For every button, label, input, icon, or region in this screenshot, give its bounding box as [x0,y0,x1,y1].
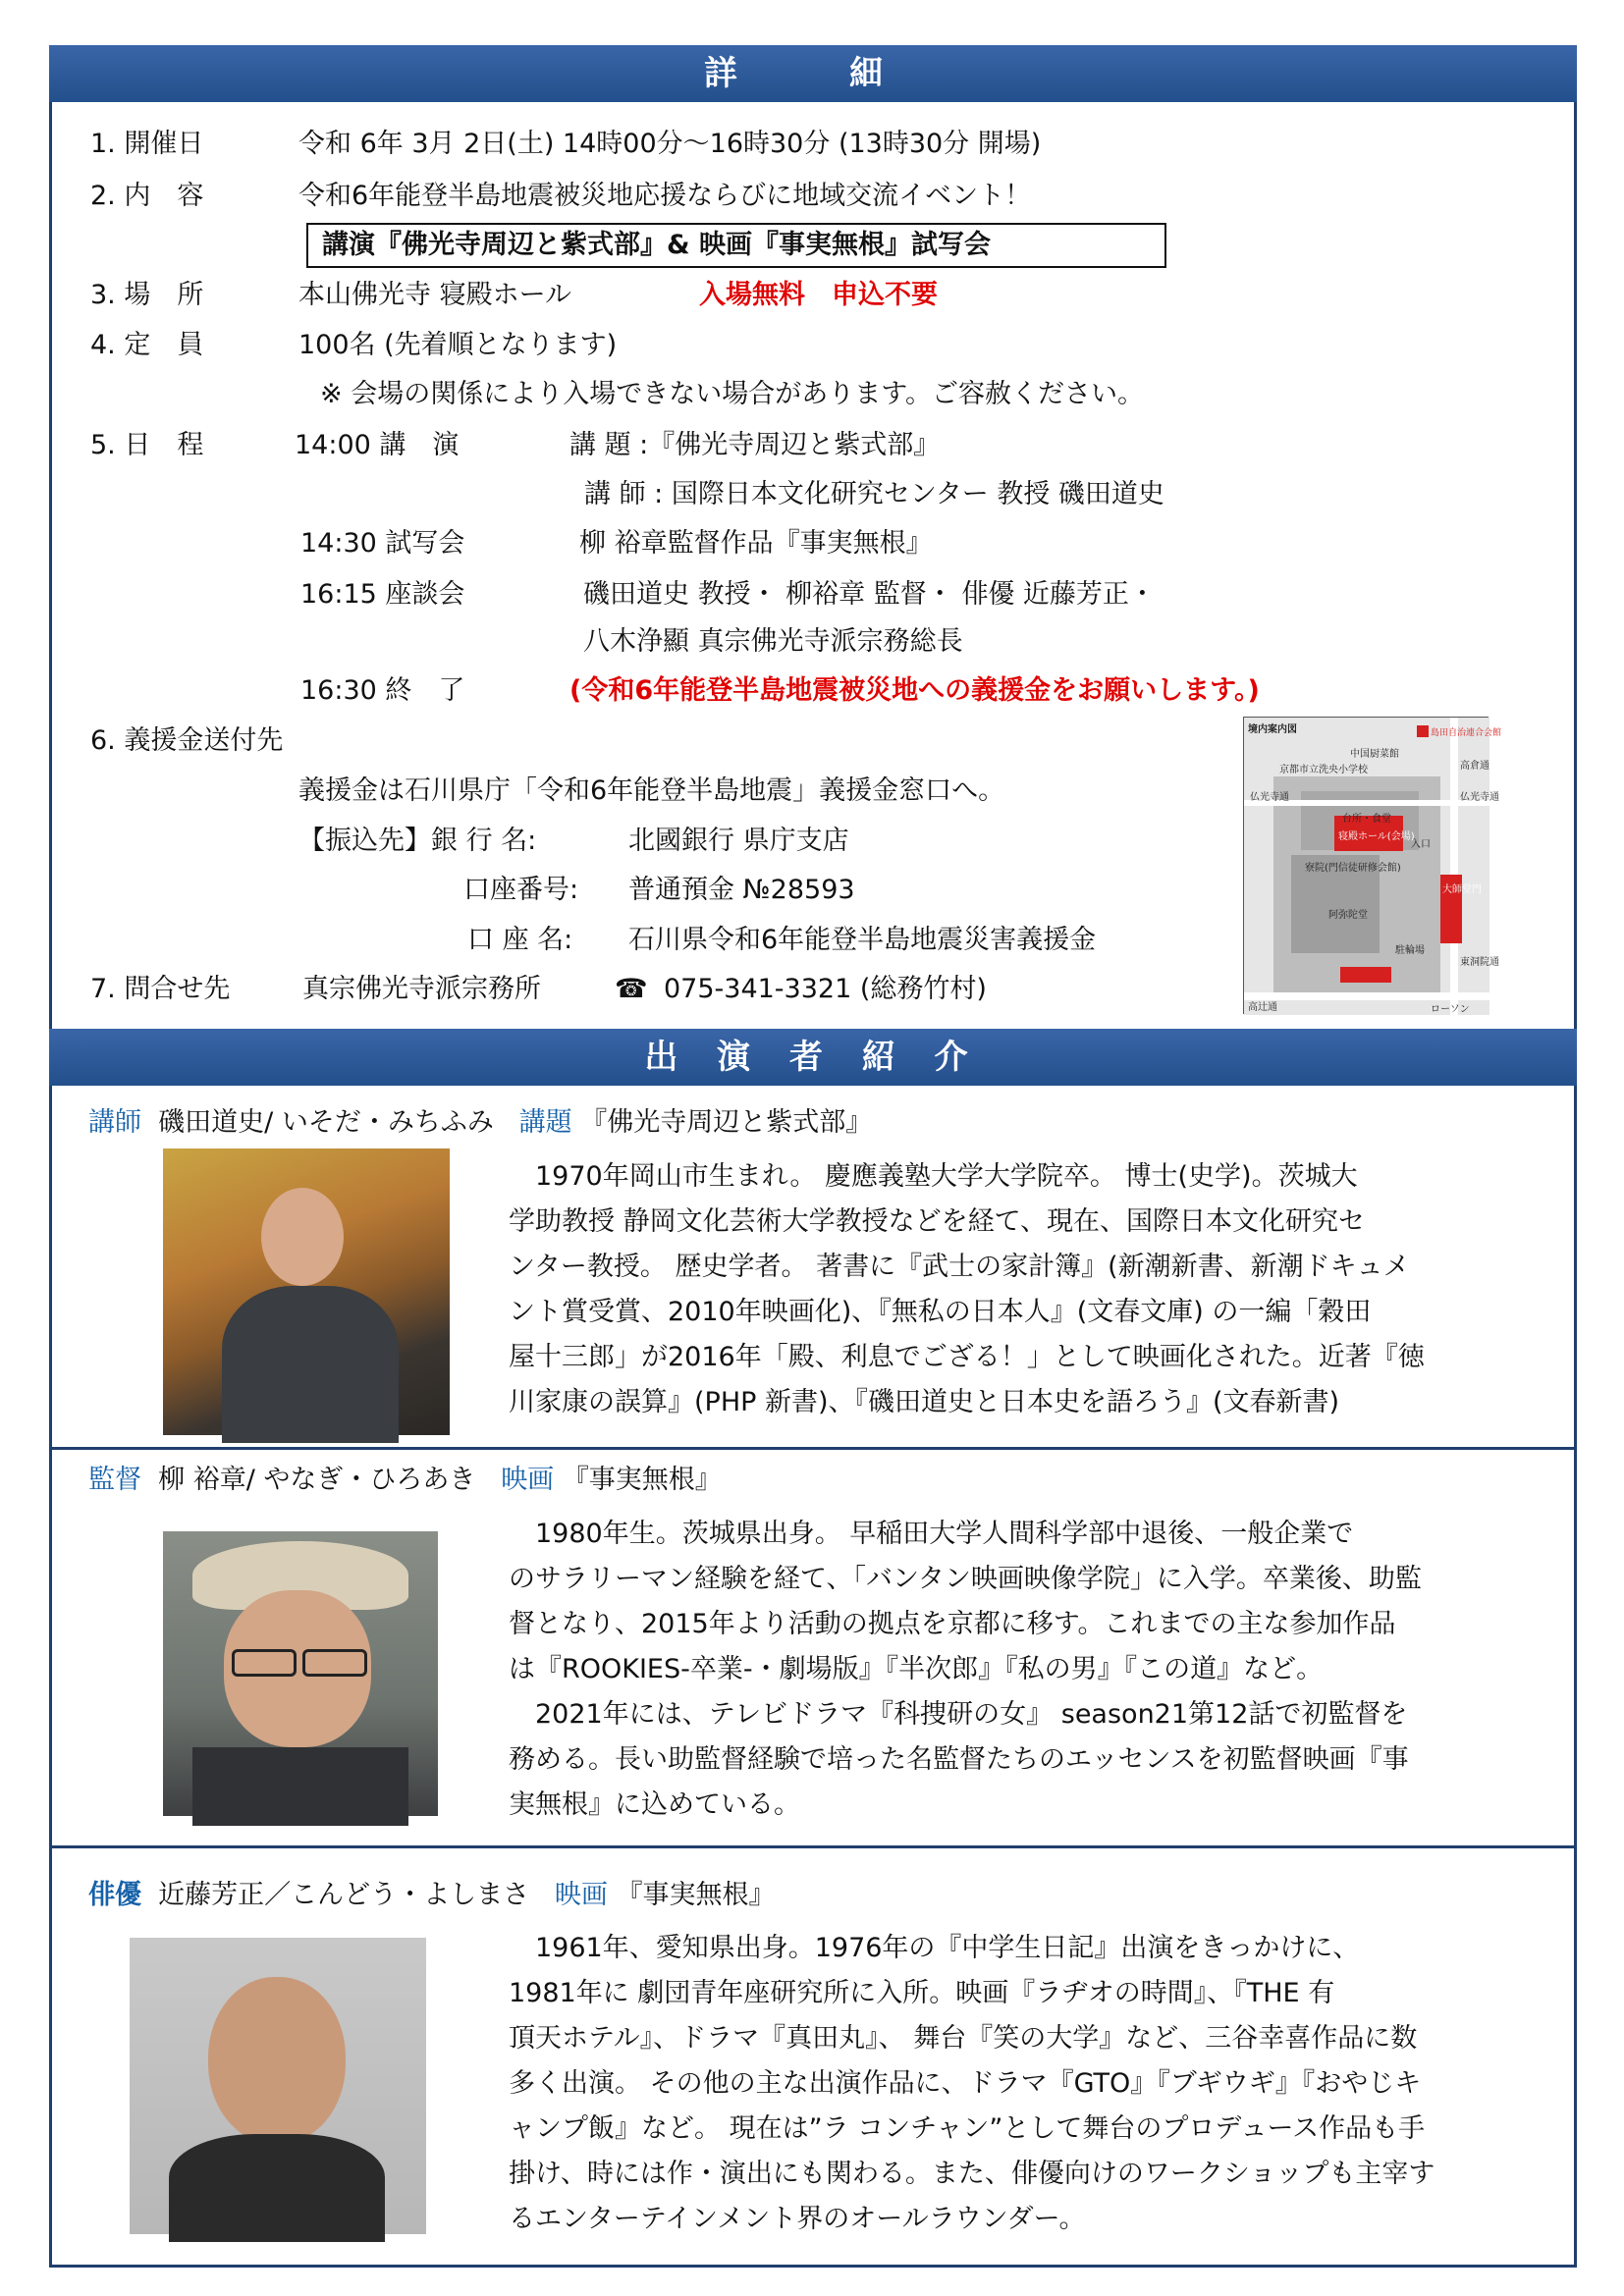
performer-3-topic: 『事実無根』 [616,1880,776,1910]
capacity-note: ※ 会場の関係により入場できない場合があります。ご容赦ください。 [320,379,1145,409]
map-gate: 大師堂門 [1442,884,1482,895]
map-office: 寮院(門信徒研修会館) [1305,863,1401,874]
bank-label: 【振込先】銀 行 名: [298,826,537,856]
row-contact-label: 7. 問合せ先 [90,974,231,1004]
row-donation-label: 6. 義援金送付先 [90,725,284,756]
map-entrance: 入口 [1411,839,1431,850]
row-content-label: 2. 内 容 [90,181,204,211]
bank-name: 北國銀行 県庁支店 [628,826,849,856]
map-bike: 駐輪場 [1395,945,1425,956]
performer-2-name: 柳 裕章/ やなぎ・ひろあき [158,1465,476,1495]
row-place-text: 本山佛光寺 寝殿ホール [298,280,572,310]
account-name-label: 口 座 名: [467,925,573,955]
row-schedule-label: 5. 日 程 [90,430,204,460]
performer-2-topic-label: 映画 [501,1465,555,1495]
map-hall: 寝殿ホール(会場) [1338,831,1415,842]
schedule-time-screening: 14:30 試写会 [300,528,465,559]
map-gate2: 阿弥陀堂 [1328,910,1368,921]
map-east-street: 東洞院通 [1460,957,1499,968]
performer-separator-2 [51,1845,1575,1848]
performer-2-role: 監督 [88,1465,141,1495]
performer-1-topic: 『佛光寺周辺と紫式部』 [580,1107,873,1138]
performer-2-photo [163,1531,438,1816]
contact-office: 真宗佛光寺派宗務所 [302,974,541,1004]
map-street-left: 仏光寺通 [1250,792,1289,803]
performer-2-header [88,1464,722,1497]
donation-intro: 義援金は石川県庁「令和6年能登半島地震」義援金窓口へ。 [298,775,1005,806]
performer-3-topic-label: 映画 [554,1880,608,1910]
performer-1-name: 磯田道史/ いそだ・みちふみ [158,1107,494,1138]
performer-1-photo [163,1148,450,1435]
map-west-street: 高倉通 [1460,761,1489,772]
row-place-label: 3. 場 所 [90,280,204,310]
map-cafe: 中国厨菜館 [1350,749,1399,760]
performer-3-bio: 1961年、愛知県出身。1976年の『中学生日記』出演をきっかけに、 1981年に 劇団青年座研究所に入所。映画『ラヂオの時間』、『THE 有 頂天ホテル』、ドラマ『真田丸』、 舞台『笑の大学』など、三谷幸喜作品に数 多く出演。 その他の主な出演作品に、ドラマ『GTO』『ブギウギ』『おやじキ ャンプ飯』など。 現在は”ラ コンチャン”として舞台のプロデュース作品も手 掛け、時には作・演出にも関わる。また、俳優向けのワークショップも主宰す るエンターテインメント界のオールラウンダー。 [509,1933,1435,2234]
contact-phone: 075-341-3321 (総務竹村) [664,974,987,1004]
performer-2-topic: 『事実無根』 [562,1465,722,1495]
donation-request: (令和6年能登半島地震被災地への義援金をお願いします。) [569,675,1260,706]
performer-1-role: 講師 [88,1107,141,1138]
map-legend: 島田自治連合会館 [1431,728,1502,738]
event-title-box: 講演『佛光寺周辺と紫式部』& 映画『事実無根』試写会 [306,223,1166,268]
map-lawson: ローソン [1431,1004,1470,1015]
map-school: 京都市立洗央小学校 [1279,765,1368,775]
performer-2-bio: 1980年生。茨城県出身。 早稲田大学人間科学部中退後、一般企業で のサラリーマン経験を経て、「バンタン映画映像学院」に入学。卒業後、助監 督となり、2015年より活動の拠点を京都に移す。これまでの主な参加作品 は『ROOKIES-卒業-・劇場版』『半次郎』『私の男』『この道』など。 2021年には、テレビドラマ『科捜研の女』 season21第12話で初監督を 務める。長い助監督経験で培った名監督たちのエッセンスを初監督映画『事 実無根』に込めている。 [509,1519,1422,1820]
map-bottom-street: 高辻通 [1248,1002,1277,1013]
performers-heading: 出 演 者 紹 介 [49,1029,1577,1086]
performer-1-bio: 1970年岡山市生まれ。 慶應義塾大学大学院卒。 博士(史学)。茨城大 学助教授 静岡文化芸術大学教授などを経て、現在、国際日本文化研究セ ンター教授。 歴史学者。 著書に『武士の家計簿』(新潮新書、新潮ドキュメ ント賞受賞、2010年映画化)、『無私の日本人』(文春文庫) の一編「穀田 屋十三郎」が2016年「殿、利息でござる！」として映画化された。近著『徳 川家康の誤算』(PHP 新書)、『磯田道史と日本史を語ろう』(文春新書) [509,1161,1425,1417]
performer-1-topic-label: 講題 [518,1107,572,1138]
performer-3-header [88,1879,776,1912]
performer-3-photo [130,1938,426,2234]
schedule-screening-text: 柳 裕章監督作品『事実無根』 [579,528,933,559]
row-capacity-label: 4. 定 員 [90,330,204,360]
row-capacity-text: 100名 (先着順となります) [298,330,618,360]
map-title: 境内案内図 [1248,724,1297,735]
map-street-right: 仏光寺通 [1460,792,1499,803]
performer-3-name: 近藤芳正／こんどう・よしまさ [158,1880,530,1910]
details-heading: 詳 細 [49,45,1577,102]
map-dining: 台所・食堂 [1342,814,1391,825]
account-number: 普通預金 №28593 [628,875,855,905]
account-name: 石川県令和6年能登半島地震災害義援金 [628,925,1097,955]
account-number-label: 口座番号: [463,875,579,905]
free-entry-note: 入場無料 申込不要 [699,280,938,310]
schedule-time-lecture: 14:00 講 演 [295,430,460,460]
schedule-talk-text: 磯田道史 教授・ 柳裕章 監督・ 俳優 近藤芳正・ [583,579,1156,610]
schedule-lecture-topic: 講 題 :『佛光寺周辺と紫式部』 [569,430,941,460]
schedule-time-talk: 16:15 座談会 [300,579,465,610]
schedule-lecturer: 講 師 : 国際日本文化研究センター 教授 磯田道史 [584,479,1164,509]
schedule-time-end: 16:30 終 了 [300,675,465,706]
row-date-label: 1. 開催日 [90,129,204,159]
site-map [1243,717,1502,1015]
performer-3-role: 俳優 [88,1880,141,1910]
performer-separator-1 [51,1447,1575,1450]
phone-icon: ☎ [615,974,648,1004]
row-content-text: 令和6年能登半島地震被災地応援ならびに地域交流イベント！ [298,181,1032,211]
schedule-talk-text-2: 八木浄顯 真宗佛光寺派宗務総長 [583,626,963,657]
performer-1-header [88,1106,872,1140]
row-date-text: 令和 6年 3月 2日(土) 14時00分～16時30分 (13時30分 開場) [298,129,1042,159]
